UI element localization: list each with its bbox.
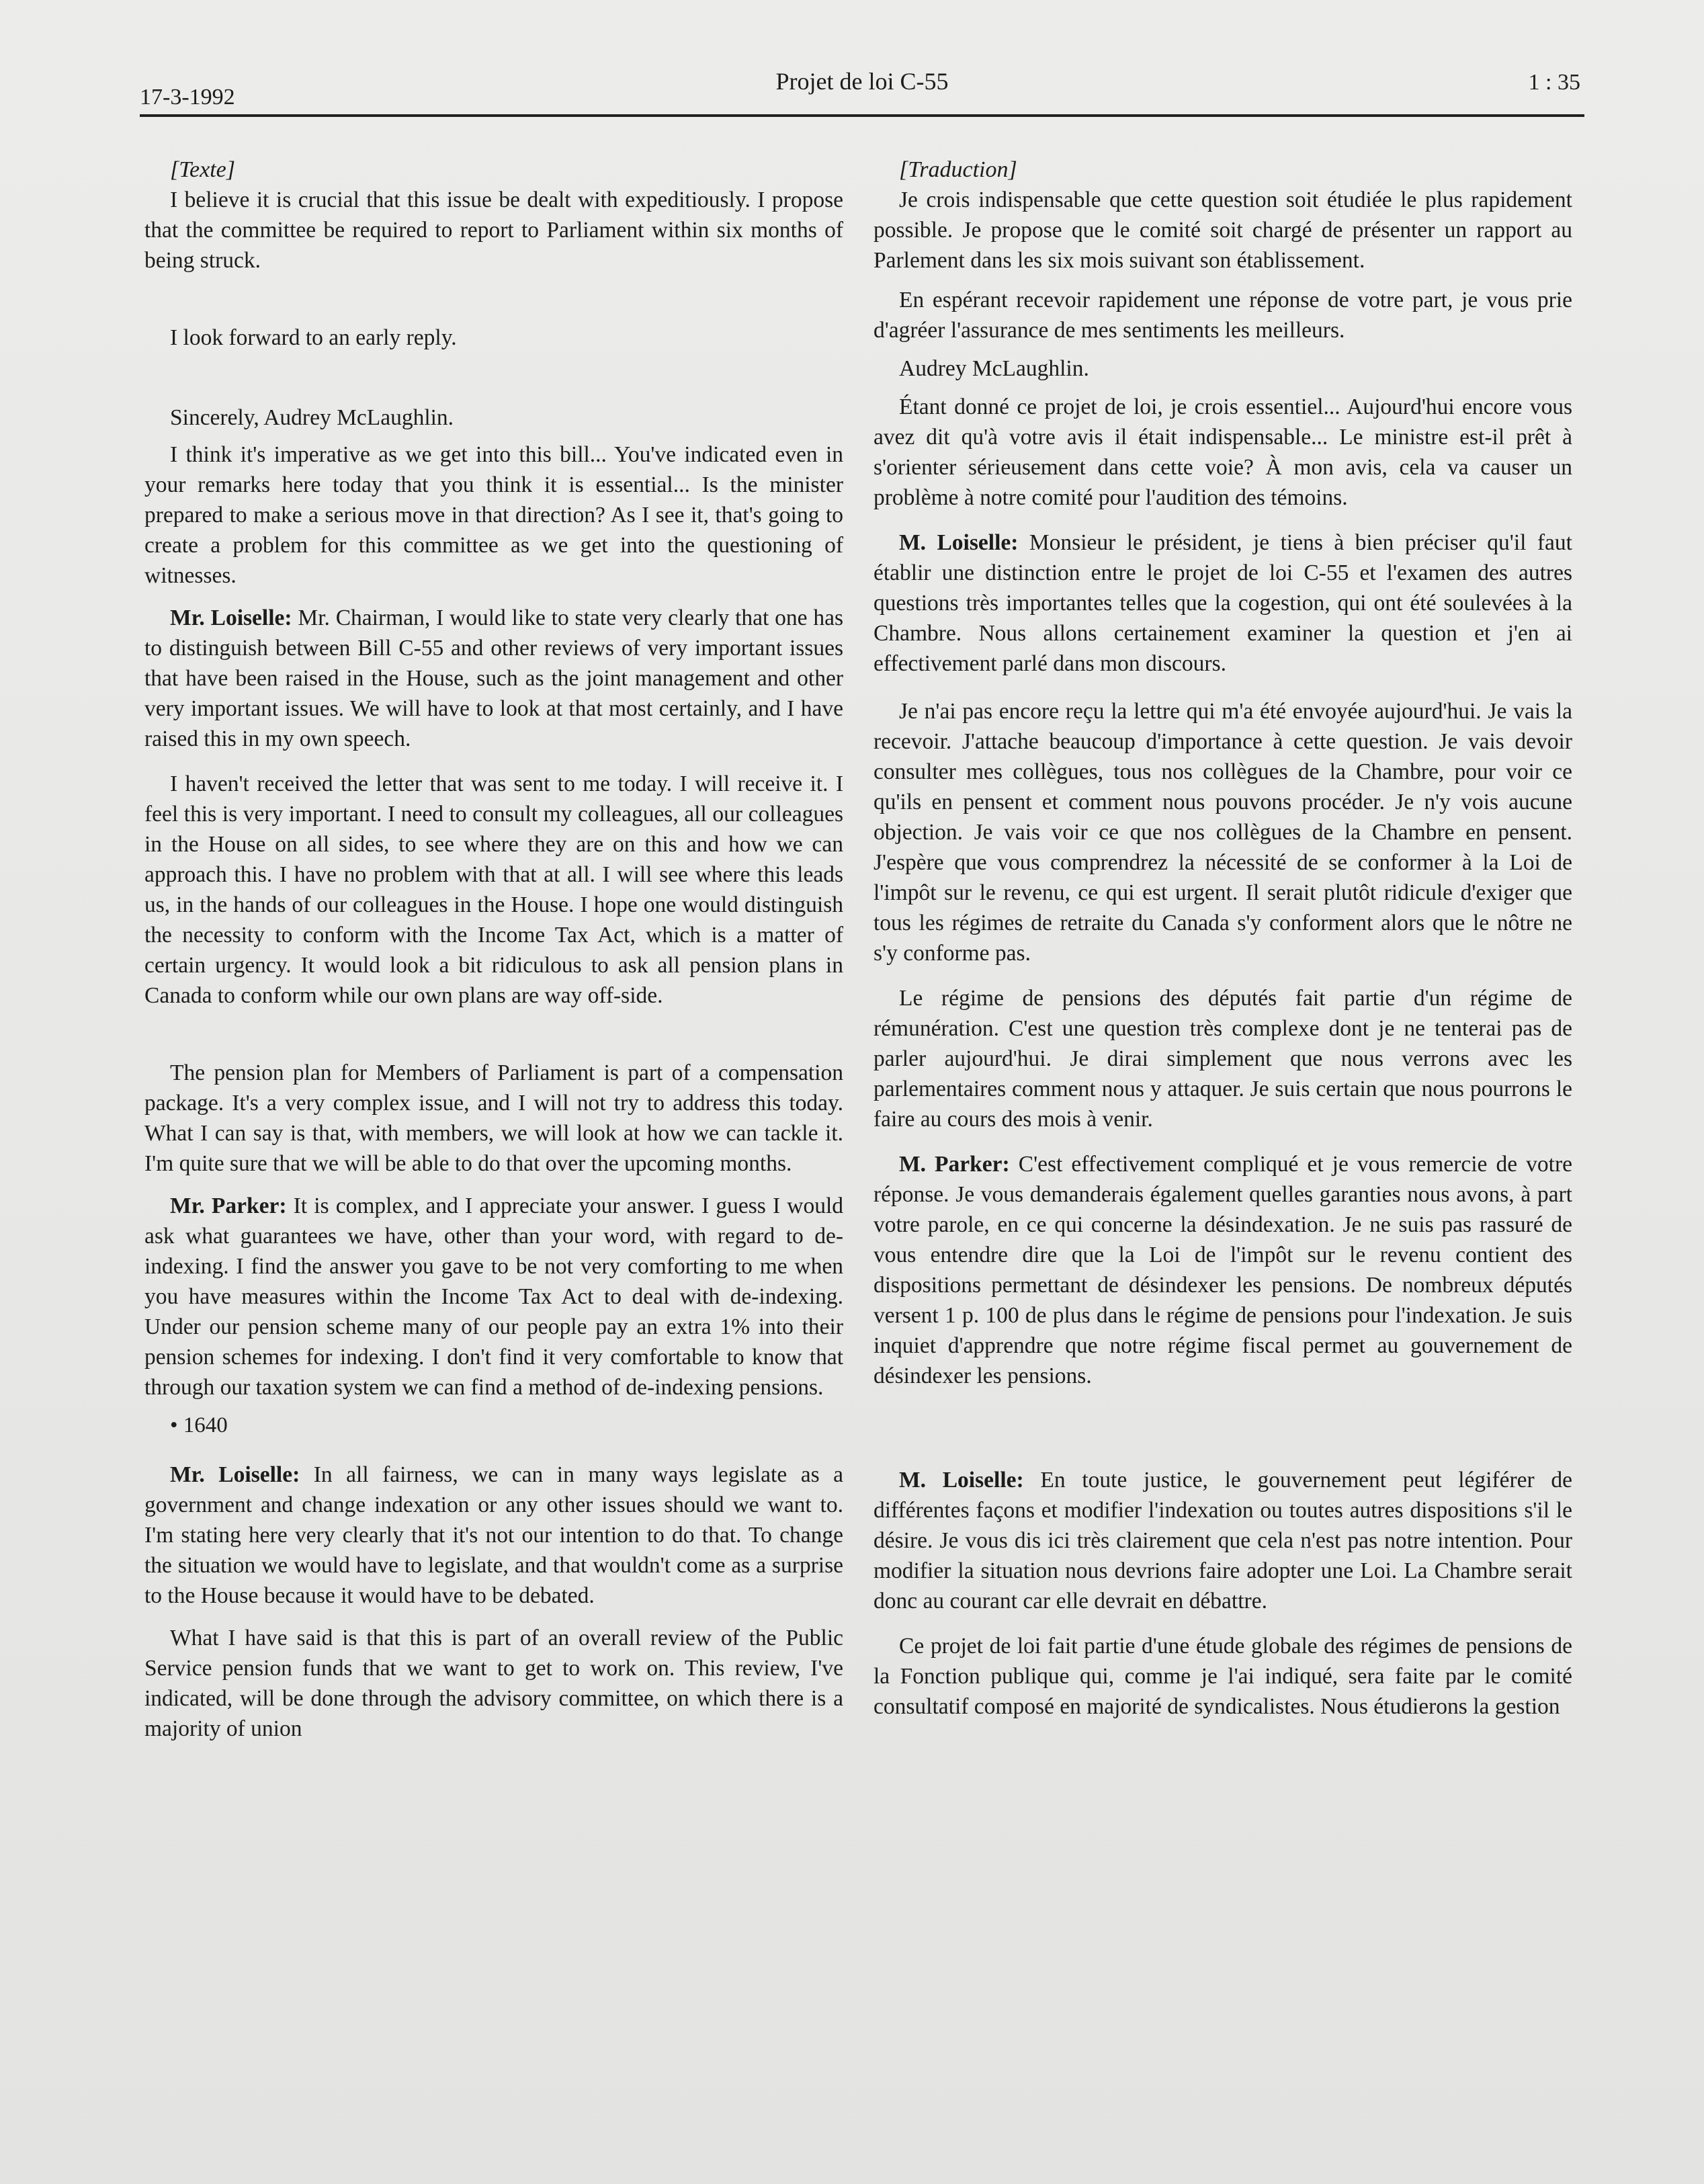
language-marker-english: [Texte] xyxy=(170,157,235,182)
header-date: 17-3-1992 xyxy=(140,85,235,110)
language-marker-french: [Traduction] xyxy=(899,157,1017,182)
speaker-paragraph xyxy=(874,1465,1572,1616)
french-column xyxy=(874,155,1572,1722)
speaker-name: Mr. Loiselle: xyxy=(170,1462,300,1487)
speech-text: In all fairness, we can in many ways legislate as a government and change indexation or any other issues should we want to. I'm stating here very clearly that it's not our intention to do that. To change the situation we would have to legislate, and that wouldn't come as a surprise to the House because it would have to be debated. xyxy=(144,1462,844,1608)
speech-text: Monsieur le président, je tiens à bien préciser qu'il faut établir une distinction entre le projet de loi C-55 et l'examen des autres questions très importantes telles que la cogestion, qui ont été soulevées à la Chambre. Nous allons certainement examiner la question et j'en ai effectivement parlé dans mon discours. xyxy=(874,530,1572,676)
header-title: Projet de loi C-55 xyxy=(775,68,949,95)
speaker-name: M. Loiselle: xyxy=(899,1468,1024,1493)
paragraph: Je n'ai pas encore reçu la lettre qui m'a été envoyée aujourd'hui. Je vais la recevoir. J'attache beaucoup d'importance à cette question. Je vais devoir consulter mes collègues, tous nos collègues de la Chambre, pour voir ce qu'ils en pensent et comment nous pouvons procéder. Je n'y vois aucune objection. Je vais voir ce que nos collègues de la Chambre en pensent. J'espère que vous comprendrez la nécessité de se conformer à la Loi de l'impôt sur le revenu, ce qui est urgent. Il serait plutôt ridicule d'exiger que tous les régimes de retraite du Canada s'y conforment alors que le nôtre ne s'y conforme pas. xyxy=(874,699,1572,966)
paragraph: I believe it is crucial that this issue be dealt with expeditiously. I propose that the committee be required to report to Parliament within six months of being struck. xyxy=(144,187,843,273)
paragraph: Sincerely, Audrey McLaughlin. xyxy=(170,405,454,430)
paragraph: Je crois indispensable que cette question soit étudiée le plus rapidement possible. Je propose que le comité soit chargé de présenter un rapport au Parlement dans les six mois suivant son établissement. xyxy=(874,187,1572,273)
paragraph: En espérant recevoir rapidement une réponse de votre part, je vous prie d'agréer l'assurance de mes sentiments les meilleurs. xyxy=(874,288,1572,343)
speaker-paragraph xyxy=(144,1191,843,1402)
speaker-name: Mr. Loiselle: xyxy=(170,605,292,630)
page-header xyxy=(140,67,1584,117)
paragraph: I think it's imperative as we get into this bill... You've indicated even in your remarks here today that you think it is essential... Is the minister prepared to make a serious move in that direction? As I see it, that's going to create a problem for this committee as we get into the questioning of witnesses. xyxy=(144,442,843,588)
paragraph: I haven't received the letter that was sent to me today. I will receive it. I feel this is very important. I need to consult my colleagues, all our colleagues in the House on all sides, to see where they are on this and how we can approach this. I have no problem with that at all. I will see where this leads us, in the hands of our colleagues in the House. I hope one would distinguish the necessity to conform with the Income Tax Act, which is a matter of certain urgency. It would look a bit ridiculous to ask all pension plans in Canada to conform while our own plans are way off-side. xyxy=(144,771,843,1008)
paragraph: Audrey McLaughlin. xyxy=(899,356,1089,381)
paragraph: Le régime de pensions des députés fait partie d'un régime de rémunération. C'est une question très complexe dont je ne tenterai pas de parler aujourd'hui. Je dirai simplement que nous verrons avec les parlementaires comment nous y attaquer. Je suis certain que nous pourrons le faire au cours des mois à venir. xyxy=(874,986,1572,1132)
english-column xyxy=(144,155,843,1744)
speaker-name: M. Loiselle: xyxy=(899,530,1019,555)
paragraph: What I have said is that this is part of an overall review of the Public Service pension funds that we want to get to work on. This review, I've indicated, will be done through the advisory committee, on which there is a majority of union xyxy=(144,1626,843,1741)
speech-text: Mr. Chairman, I would like to state very clearly that one has to distinguish between Bill C-55 and other reviews of very important issues that have been raised in the House, such as the joint management and other very important issues. We will have to look at that most certainly, and I have raised this in my own speech. xyxy=(144,605,844,751)
time-marker: • 1640 xyxy=(170,1413,228,1437)
speaker-name: Mr. Parker: xyxy=(170,1193,287,1218)
header-page-number: 1 : 35 xyxy=(1528,70,1580,95)
speech-text: C'est effectivement compliqué et je vous remercie de votre réponse. Je vous demanderais également quelles garanties nous avons, à part votre parole, en ce qui concerne la désindexation. Je ne suis pas rassuré de vous entendre dire que la Loi de l'impôt sur le revenu contient des dispositions permettant de désindexer les pensions. De nombreux députés versent 1 p. 100 de plus dans le régime de pensions pour l'indexation. Je suis inquiet d'apprendre que notre régime fiscal permet au gouvernement de désindexer les pensions. xyxy=(874,1152,1572,1388)
speaker-paragraph xyxy=(874,1149,1572,1391)
speaker-name: M. Parker: xyxy=(899,1152,1010,1177)
paragraph: Étant donné ce projet de loi, je crois essentiel... Aujourd'hui encore vous avez dit qu'à votre avis il était indispensable... Le ministre est-il prêt à s'orienter sérieusement dans cette voie? À mon avis, cela va causer un problème à notre comité pour l'audition des témoins. xyxy=(874,394,1572,510)
paragraph: Ce projet de loi fait partie d'une étude globale des régimes de pensions de la Fonction publique qui, comme je l'ai indiqué, sera faite par le comité consultatif composé en majorité de syndicalistes. Nous étudierons la gestion xyxy=(874,1634,1572,1719)
speaker-paragraph xyxy=(874,528,1572,679)
speech-text: En toute justice, le gouvernement peut légiférer de différentes façons et modifier l'indexation ou toutes autres dispositions s'il le désire. Je vous dis ici très clairement que cela n'est pas notre intention. Pour modifier la situation nous devrions faire adopter une Loi. La Chambre serait donc au courant car elle devrait en débattre. xyxy=(874,1468,1572,1613)
speaker-paragraph xyxy=(144,603,843,754)
paragraph: I look forward to an early reply. xyxy=(170,325,457,350)
speech-text: It is complex, and I appreciate your answer. I guess I would ask what guarantees we have, other than your word, with regard to de-indexing. I find the answer you gave to be not very comforting to me when you have measures within the Income Tax Act to deal with de-indexing. Under our pension scheme many of our people pay an extra 1% into their pension schemes for indexing. I don't find it very comfortable to know that through our taxation system we can find a method of de-indexing pensions. xyxy=(144,1193,844,1400)
speaker-paragraph xyxy=(144,1460,843,1611)
paragraph: The pension plan for Members of Parliament is part of a compensation package. It's a very complex issue, and I will not try to address this today. What I can say is that, with members, we will look at how we can tackle it. I'm quite sure that we will be able to do that over the upcoming months. xyxy=(144,1060,843,1176)
